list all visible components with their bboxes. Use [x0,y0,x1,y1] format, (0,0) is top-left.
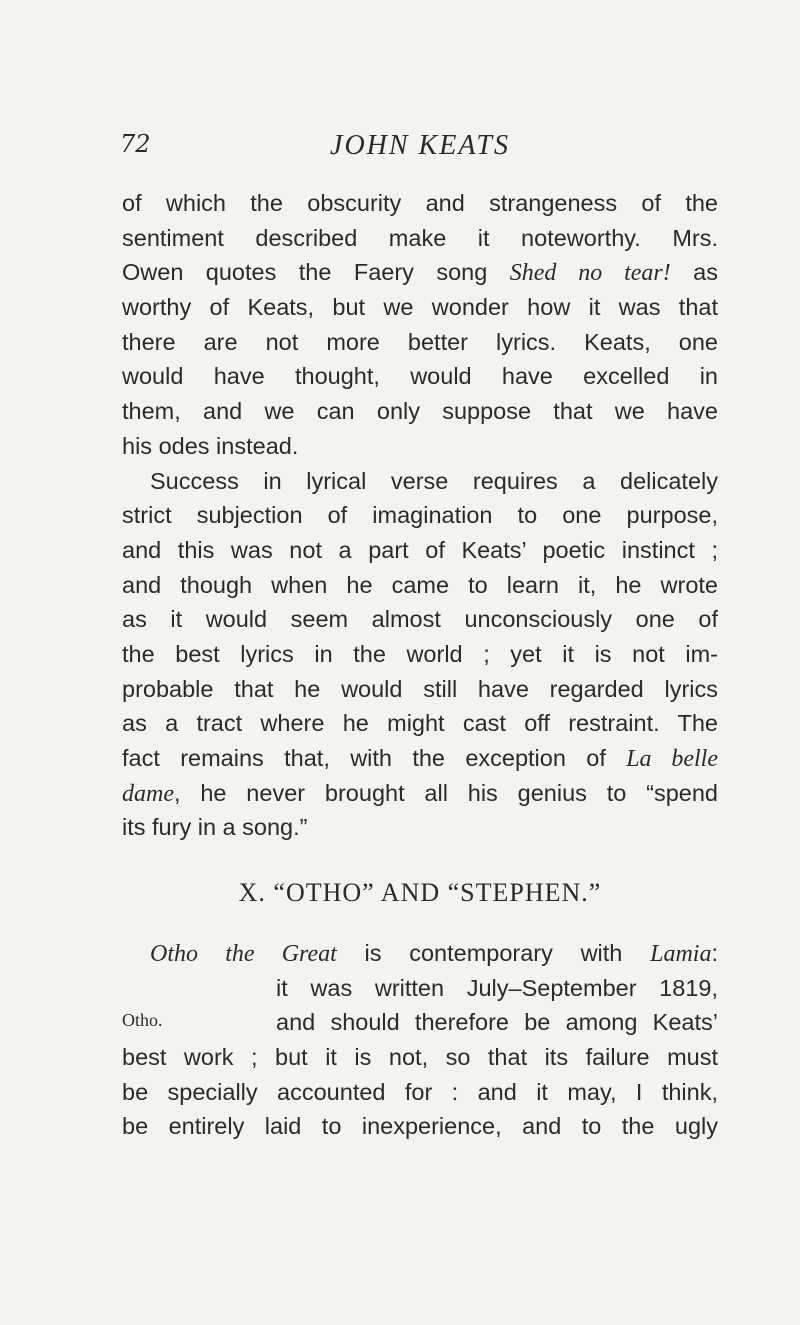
text-line: of which the obscurity and strangeness of the [122,190,718,216]
section-heading: X. “OTHO” AND “STEPHEN.” [238,878,602,907]
text-line: worthy of Keats, but we wonder how it was that [122,294,718,321]
text-line: as a tract where he might cast off restraint. The [122,710,718,737]
text-line: and this was not a part of Keats’ poetic instinct ; [122,536,718,563]
poem-title: dame [122,780,174,807]
text-line: and should therefore be among Keats’ [276,1009,718,1036]
text-line: and though when he came to learn it, he wrote [122,571,718,598]
text-line: dame, he never brought all his genius to “spend [122,779,718,807]
text-line: probable that he would still have regarded lyrics [122,675,718,702]
text-line: would have thought, would have excelled in [122,363,718,390]
text-line: sentiment described make it noteworthy. Mrs. [122,224,718,251]
text-line: them, and we can only suppose that we have [122,398,718,425]
text-line: Otho the Great is contemporary with Lamia: [150,940,718,967]
text-line: be entirely laid to inexperience, and to the ugly [122,1113,718,1140]
song-title: Shed no tear! [509,260,671,287]
text-line: his odes instead. [122,432,299,459]
text-line: strict subjection of imagination to one purpose, [122,502,718,529]
text-line: Success in lyrical verse requires a delicately [150,467,718,494]
text-line: its fury in a song.” [122,814,308,841]
page-number: 72 [120,130,151,158]
text-line: the best lyrics in the world ; yet it is not im- [122,640,718,667]
page-header [120,130,720,170]
text-line: there are not more better lyrics. Keats, one [122,328,718,355]
text-line: best work ; but it is not, so that its failure must [122,1044,718,1071]
text-line: Owen quotes the Faery song Shed no tear! as [122,259,718,287]
text-line: as it would seem almost unconsciously one of [122,606,718,633]
poem-title: La belle [626,746,718,772]
poem-title: Lamia [650,941,712,967]
section-text [122,936,718,1144]
margin-note: Otho. [122,1010,163,1030]
text-line: be specially accounted for : and it may, I think, [122,1078,718,1105]
running-head: JOHN KEATS [330,130,510,161]
text-line: it was written July–September 1819, [276,974,718,1001]
play-title: Otho the Great [150,941,337,967]
text-line: fact remains that, with the exception of La belle [122,745,718,772]
body-text [122,186,718,845]
